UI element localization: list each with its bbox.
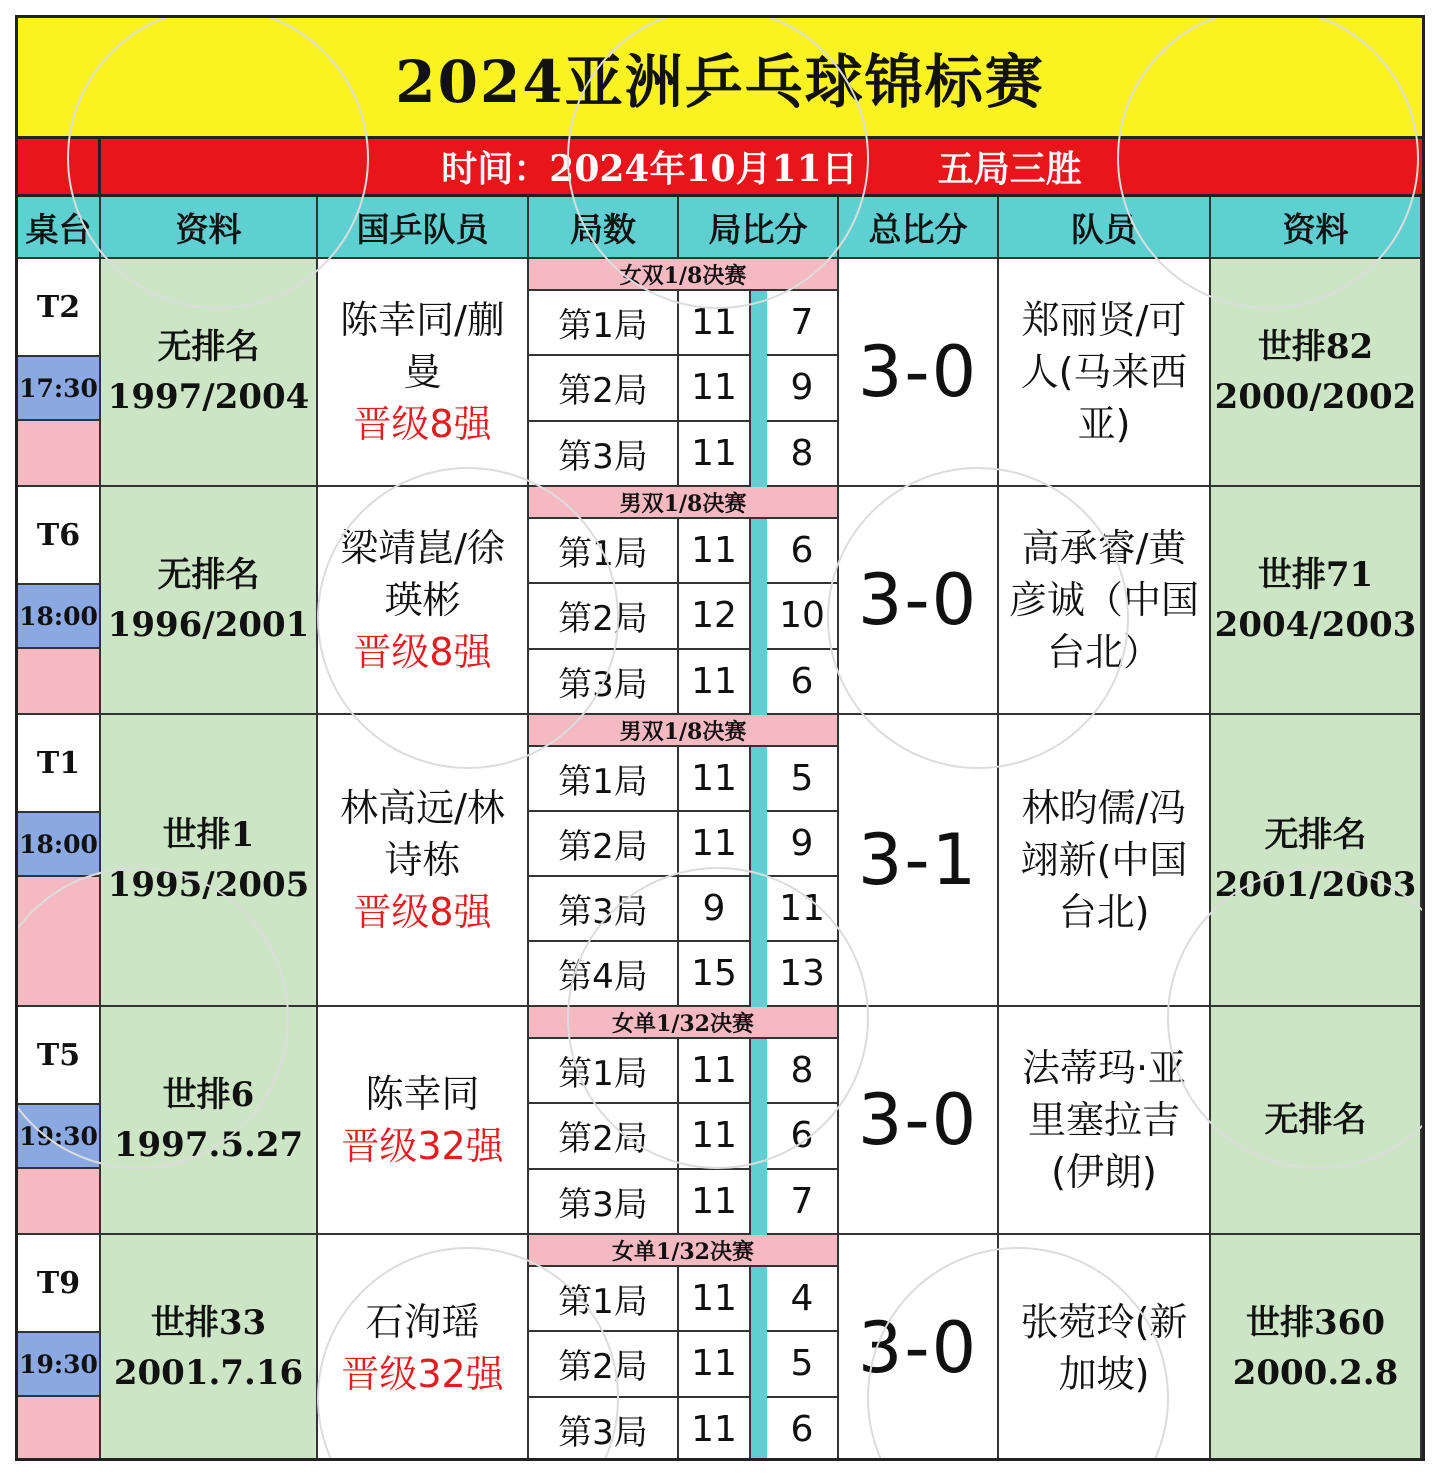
- stage-label: 女双1/8决赛: [529, 259, 839, 291]
- score-divider: [751, 747, 767, 1007]
- opp-info-line: 世排82: [1257, 327, 1374, 367]
- cn-info-line: 1996/2001: [107, 605, 310, 645]
- opponent-name: 高承睿/黄彦诚（中国台北）: [999, 487, 1211, 715]
- score-cn: 11: [679, 1398, 751, 1461]
- time-filler: [18, 1397, 101, 1461]
- game-label: 第1局: [529, 1267, 679, 1332]
- opp-info-line: 2000/2002: [1214, 377, 1417, 417]
- score-cn: 11: [679, 1267, 751, 1332]
- cn-player-info: [101, 487, 318, 715]
- table-code: T9: [18, 1235, 101, 1333]
- opp-info-line: 2001/2003: [1214, 865, 1417, 905]
- total-score: 3-0: [839, 259, 999, 487]
- opponent-info: [1211, 487, 1422, 715]
- score-opp: 4: [767, 1267, 839, 1332]
- cn-info-line: 世排1: [162, 815, 255, 855]
- score-opp: 9: [767, 356, 839, 421]
- cn-player: [318, 1235, 529, 1461]
- match-time: 17:30: [18, 357, 101, 421]
- game-label: 第3局: [529, 1398, 679, 1461]
- score-cn: 11: [679, 519, 751, 584]
- cn-info-line: 无排名: [157, 555, 260, 595]
- score-opp: 11: [767, 877, 839, 942]
- score-cn: 11: [679, 422, 751, 487]
- score-cn: 11: [679, 1170, 751, 1235]
- stage-label: 男双1/8决赛: [529, 715, 839, 747]
- match-time: 19:30: [18, 1105, 101, 1169]
- score-cn: 11: [679, 812, 751, 877]
- score-opp: 7: [767, 1170, 839, 1235]
- table-code: T1: [18, 715, 101, 813]
- score-cn: 11: [679, 1332, 751, 1397]
- score-cn: 11: [679, 291, 751, 356]
- score-divider: [751, 1039, 767, 1235]
- cn-player-name: 陈幸同/蒯曼: [340, 298, 505, 394]
- game-label: 第3局: [529, 422, 679, 487]
- header-info: 资料: [101, 197, 318, 259]
- match-time: 19:30: [18, 1333, 101, 1397]
- header-cn-player: 国乒队员: [318, 197, 529, 259]
- match-date: 时间：2024年10月11日: [441, 148, 858, 190]
- cn-player-info: [101, 715, 318, 1007]
- cn-player-name: 石洵瑶: [365, 1300, 480, 1344]
- time-filler: [18, 1169, 101, 1235]
- score-opp: 6: [767, 519, 839, 584]
- game-label: 第2局: [529, 356, 679, 421]
- cn-info-line: 世排33: [150, 1303, 267, 1343]
- opp-info-line: 世排71: [1257, 555, 1374, 595]
- game-label: 第3局: [529, 1170, 679, 1235]
- cn-player: [318, 1007, 529, 1235]
- cn-info-line: 无排名: [157, 327, 260, 367]
- opp-info-line: 无排名: [1264, 815, 1367, 855]
- score-opp: 10: [767, 584, 839, 649]
- opp-info-line: 2004/2003: [1214, 605, 1417, 645]
- cn-info-line: 1995/2005: [107, 865, 310, 905]
- total-score: 3-0: [839, 1007, 999, 1235]
- score-cn: 11: [679, 1104, 751, 1169]
- advance-result: 晋级8强: [353, 402, 492, 446]
- opponent-info: [1211, 259, 1422, 487]
- match-time: 18:00: [18, 813, 101, 877]
- header-game-score: 局比分: [679, 197, 839, 259]
- score-opp: 6: [767, 1104, 839, 1169]
- schedule-sheet: [15, 15, 1425, 1461]
- time-filler: [18, 421, 101, 487]
- advance-result: 晋级32强: [341, 1124, 504, 1168]
- score-opp: 6: [767, 1398, 839, 1461]
- game-label: 第2局: [529, 584, 679, 649]
- game-label: 第3局: [529, 650, 679, 715]
- score-opp: 5: [767, 747, 839, 812]
- score-divider: [751, 519, 767, 715]
- opponent-name: 法蒂玛·亚里塞拉吉(伊朗): [999, 1007, 1211, 1235]
- subtitle-bar: [18, 139, 1422, 197]
- cn-player-name: 梁靖崑/徐瑛彬: [340, 526, 505, 622]
- score-cn: 11: [679, 356, 751, 421]
- header-opponent: 队员: [999, 197, 1211, 259]
- opponent-name: 郑丽贤/可人(马来西亚): [999, 259, 1211, 487]
- cn-info-line: 1997.5.27: [113, 1125, 304, 1165]
- page-title: 2024亚洲乒乓球锦标赛: [18, 18, 1422, 139]
- stage-label: 女单1/32决赛: [529, 1235, 839, 1267]
- score-opp: 8: [767, 422, 839, 487]
- table-code: T2: [18, 259, 101, 357]
- score-cn: 9: [679, 877, 751, 942]
- header-total: 总比分: [839, 197, 999, 259]
- game-label: 第2局: [529, 1104, 679, 1169]
- game-label: 第1局: [529, 1039, 679, 1104]
- opponent-info: [1211, 1007, 1422, 1235]
- cn-player-name: 林高远/林诗栋: [340, 786, 505, 882]
- opponent-name: 林昀儒/冯翊新(中国台北): [999, 715, 1211, 1007]
- match-format: 五局三胜: [937, 148, 1082, 190]
- score-cn: 11: [679, 1039, 751, 1104]
- score-cn: 11: [679, 650, 751, 715]
- score-opp: 6: [767, 650, 839, 715]
- score-opp: 7: [767, 291, 839, 356]
- cn-player: [318, 259, 529, 487]
- advance-result: 晋级8强: [353, 630, 492, 674]
- game-label: 第4局: [529, 942, 679, 1007]
- game-label: 第1局: [529, 519, 679, 584]
- opponent-name: 张菀玲(新加坡): [999, 1235, 1211, 1461]
- match-time: 18:00: [18, 585, 101, 649]
- header-table: 桌台: [18, 197, 101, 259]
- time-filler: [18, 877, 101, 1007]
- cn-info-line: 世排6: [162, 1075, 255, 1115]
- game-label: 第1局: [529, 747, 679, 812]
- advance-result: 晋级8强: [353, 890, 492, 934]
- game-label: 第2局: [529, 1332, 679, 1397]
- opp-info-line: 2000.2.8: [1232, 1353, 1399, 1393]
- table-code: T6: [18, 487, 101, 585]
- table-code: T5: [18, 1007, 101, 1105]
- score-opp: 5: [767, 1332, 839, 1397]
- stage-label: 男双1/8决赛: [529, 487, 839, 519]
- score-divider: [751, 1267, 767, 1461]
- cn-player: [318, 715, 529, 1007]
- score-cn: 15: [679, 942, 751, 1007]
- opp-info-line: 世排360: [1246, 1303, 1385, 1343]
- total-score: 3-1: [839, 715, 999, 1007]
- score-opp: 13: [767, 942, 839, 1007]
- score-opp: 8: [767, 1039, 839, 1104]
- game-label: 第1局: [529, 291, 679, 356]
- cn-player-name: 陈幸同: [365, 1072, 480, 1116]
- game-label: 第3局: [529, 877, 679, 942]
- game-label: 第2局: [529, 812, 679, 877]
- score-opp: 9: [767, 812, 839, 877]
- score-cn: 12: [679, 584, 751, 649]
- opp-info-line: 无排名: [1264, 1100, 1367, 1140]
- stage-label: 女单1/32决赛: [529, 1007, 839, 1039]
- cn-player: [318, 487, 529, 715]
- score-divider: [751, 291, 767, 487]
- total-score: 3-0: [839, 487, 999, 715]
- score-cn: 11: [679, 747, 751, 812]
- total-score: 3-0: [839, 1235, 999, 1461]
- opponent-info: [1211, 715, 1422, 1007]
- cn-info-line: 1997/2004: [107, 377, 310, 417]
- time-filler: [18, 649, 101, 715]
- cn-info-line: 2001.7.16: [113, 1353, 304, 1393]
- cn-player-info: [101, 1235, 318, 1461]
- header-opp-info: 资料: [1211, 197, 1422, 259]
- opponent-info: [1211, 1235, 1422, 1461]
- header-game: 局数: [529, 197, 679, 259]
- cn-player-info: [101, 1007, 318, 1235]
- advance-result: 晋级32强: [341, 1352, 504, 1396]
- cn-player-info: [101, 259, 318, 487]
